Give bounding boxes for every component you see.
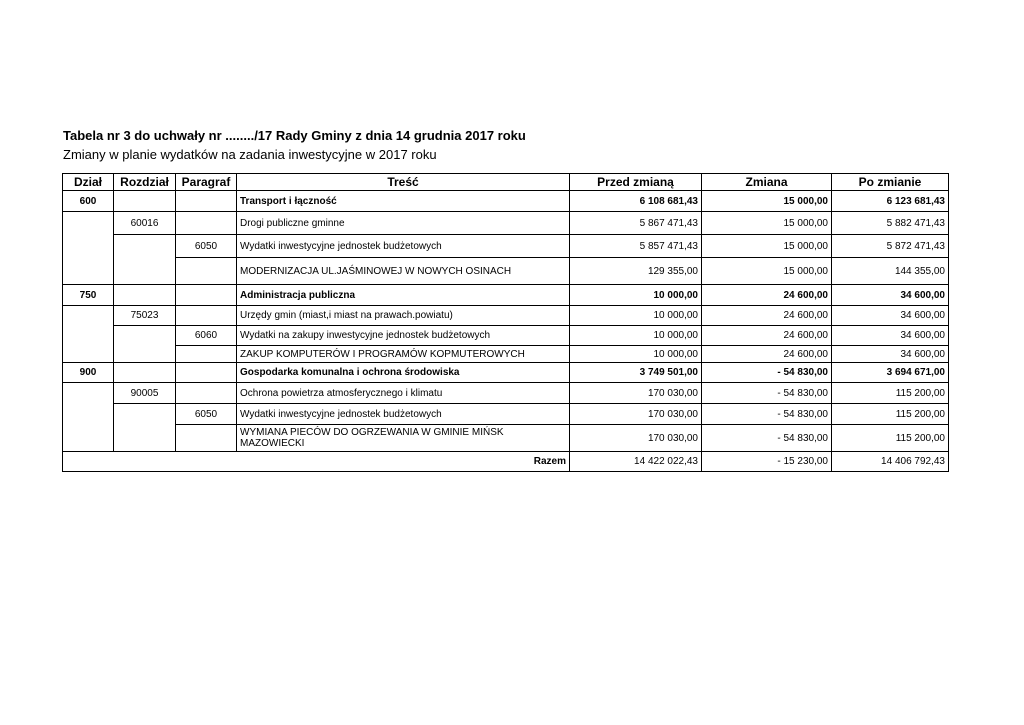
po-cell: 5 882 471,43 [832,212,949,235]
table-row [63,363,949,383]
zmiana-cell: 24 600,00 [702,285,832,306]
przed-cell: 6 108 681,43 [570,191,702,212]
zmiana-cell: 15 000,00 [702,212,832,235]
column-header-przed-zmiana: Przed zmianą [570,174,702,191]
document-title: Tabela nr 3 do uchwały nr ......../17 Rady Gminy z dnia 14 grudnia 2017 roku [63,128,526,143]
tresc-cell: Wydatki inwestycyjne jednostek budżetowych [237,404,570,425]
document-heading [63,128,526,163]
table-row [63,346,949,363]
paragraf-cell: 6060 [176,326,237,346]
dzial-cell: 600 [63,191,114,212]
dzial-cell: 750 [63,285,114,306]
table-row [63,306,949,326]
rozdzial-cell [114,235,176,285]
dzial-cell [63,306,114,363]
table-row [63,285,949,306]
paragraf-cell [176,258,237,285]
tresc-cell: Administracja publiczna [237,285,570,306]
tresc-cell: Urzędy gmin (miast,i miast na prawach.powiatu) [237,306,570,326]
paragraf-cell [176,191,237,212]
zmiana-cell: 24 600,00 [702,326,832,346]
po-cell: 6 123 681,43 [832,191,949,212]
przed-cell: 3 749 501,00 [570,363,702,383]
zmiana-cell: 24 600,00 [702,306,832,326]
paragraf-cell [176,363,237,383]
rozdzial-cell: 75023 [114,306,176,326]
paragraf-cell [176,346,237,363]
column-header-paragraf: Paragraf [176,174,237,191]
table-row [63,383,949,404]
przed-cell: 5 867 471,43 [570,212,702,235]
dzial-cell [63,212,114,285]
przed-cell: 170 030,00 [570,425,702,452]
tresc-cell: ZAKUP KOMPUTERÓW I PROGRAMÓW KOPMUTEROWYCH [237,346,570,363]
total-row [63,452,949,472]
table-row [63,425,949,452]
po-cell: 34 600,00 [832,346,949,363]
rozdzial-cell [114,363,176,383]
table-header-row [63,174,949,191]
po-cell: 115 200,00 [832,425,949,452]
po-cell: 34 600,00 [832,326,949,346]
paragraf-cell: 6050 [176,404,237,425]
po-cell: 144 355,00 [832,258,949,285]
przed-cell: 129 355,00 [570,258,702,285]
zmiana-cell: 15 000,00 [702,235,832,258]
paragraf-cell [176,425,237,452]
zmiana-cell: - 54 830,00 [702,383,832,404]
column-header-po-zmianie: Po zmianie [832,174,949,191]
total-label: Razem [63,452,570,472]
paragraf-cell: 6050 [176,235,237,258]
zmiana-cell: - 54 830,00 [702,404,832,425]
tresc-cell: Wydatki na zakupy inwestycyjne jednostek budżetowych [237,326,570,346]
table-row [63,235,949,258]
po-cell: 34 600,00 [832,285,949,306]
tresc-cell: WYMIANA PIECÓW DO OGRZEWANIA W GMINIE MIŃSK MAZOWIECKI [237,425,570,452]
po-cell: 3 694 671,00 [832,363,949,383]
tresc-cell: MODERNIZACJA UL.JAŚMINOWEJ W NOWYCH OSINACH [237,258,570,285]
total-po-cell: 14 406 792,43 [832,452,949,472]
table-row [63,191,949,212]
rozdzial-cell [114,404,176,452]
po-cell: 115 200,00 [832,383,949,404]
rozdzial-cell: 60016 [114,212,176,235]
zmiana-cell: 15 000,00 [702,258,832,285]
przed-cell: 10 000,00 [570,346,702,363]
paragraf-cell [176,383,237,404]
column-header-dzial: Dział [63,174,114,191]
table-row [63,258,949,285]
document-subtitle: Zmiany w planie wydatków na zadania inwestycyjne w 2017 roku [63,147,437,162]
rozdzial-cell [114,285,176,306]
zmiana-cell: - 54 830,00 [702,363,832,383]
przed-cell: 5 857 471,43 [570,235,702,258]
column-header-tresc: Treść [237,174,570,191]
column-header-rozdzial: Rozdział [114,174,176,191]
przed-cell: 10 000,00 [570,306,702,326]
tresc-cell: Transport i łączność [237,191,570,212]
table-row [63,212,949,235]
tresc-cell: Ochrona powietrza atmosferycznego i klimatu [237,383,570,404]
przed-cell: 170 030,00 [570,383,702,404]
zmiana-cell: - 54 830,00 [702,425,832,452]
budget-table [62,173,949,472]
rozdzial-cell [114,191,176,212]
table-row [63,404,949,425]
po-cell: 34 600,00 [832,306,949,326]
rozdzial-cell: 90005 [114,383,176,404]
column-header-zmiana: Zmiana [702,174,832,191]
paragraf-cell [176,306,237,326]
tresc-cell: Wydatki inwestycyjne jednostek budżetowych [237,235,570,258]
table-row [63,326,949,346]
przed-cell: 10 000,00 [570,285,702,306]
po-cell: 5 872 471,43 [832,235,949,258]
przed-cell: 170 030,00 [570,404,702,425]
przed-cell: 10 000,00 [570,326,702,346]
tresc-cell: Gospodarka komunalna i ochrona środowiska [237,363,570,383]
zmiana-cell: 24 600,00 [702,346,832,363]
zmiana-cell: 15 000,00 [702,191,832,212]
total-zmiana-cell: - 15 230,00 [702,452,832,472]
rozdzial-cell [114,326,176,363]
paragraf-cell [176,212,237,235]
total-przed-cell: 14 422 022,43 [570,452,702,472]
dzial-cell [63,383,114,452]
tresc-cell: Drogi publiczne gminne [237,212,570,235]
dzial-cell: 900 [63,363,114,383]
paragraf-cell [176,285,237,306]
po-cell: 115 200,00 [832,404,949,425]
